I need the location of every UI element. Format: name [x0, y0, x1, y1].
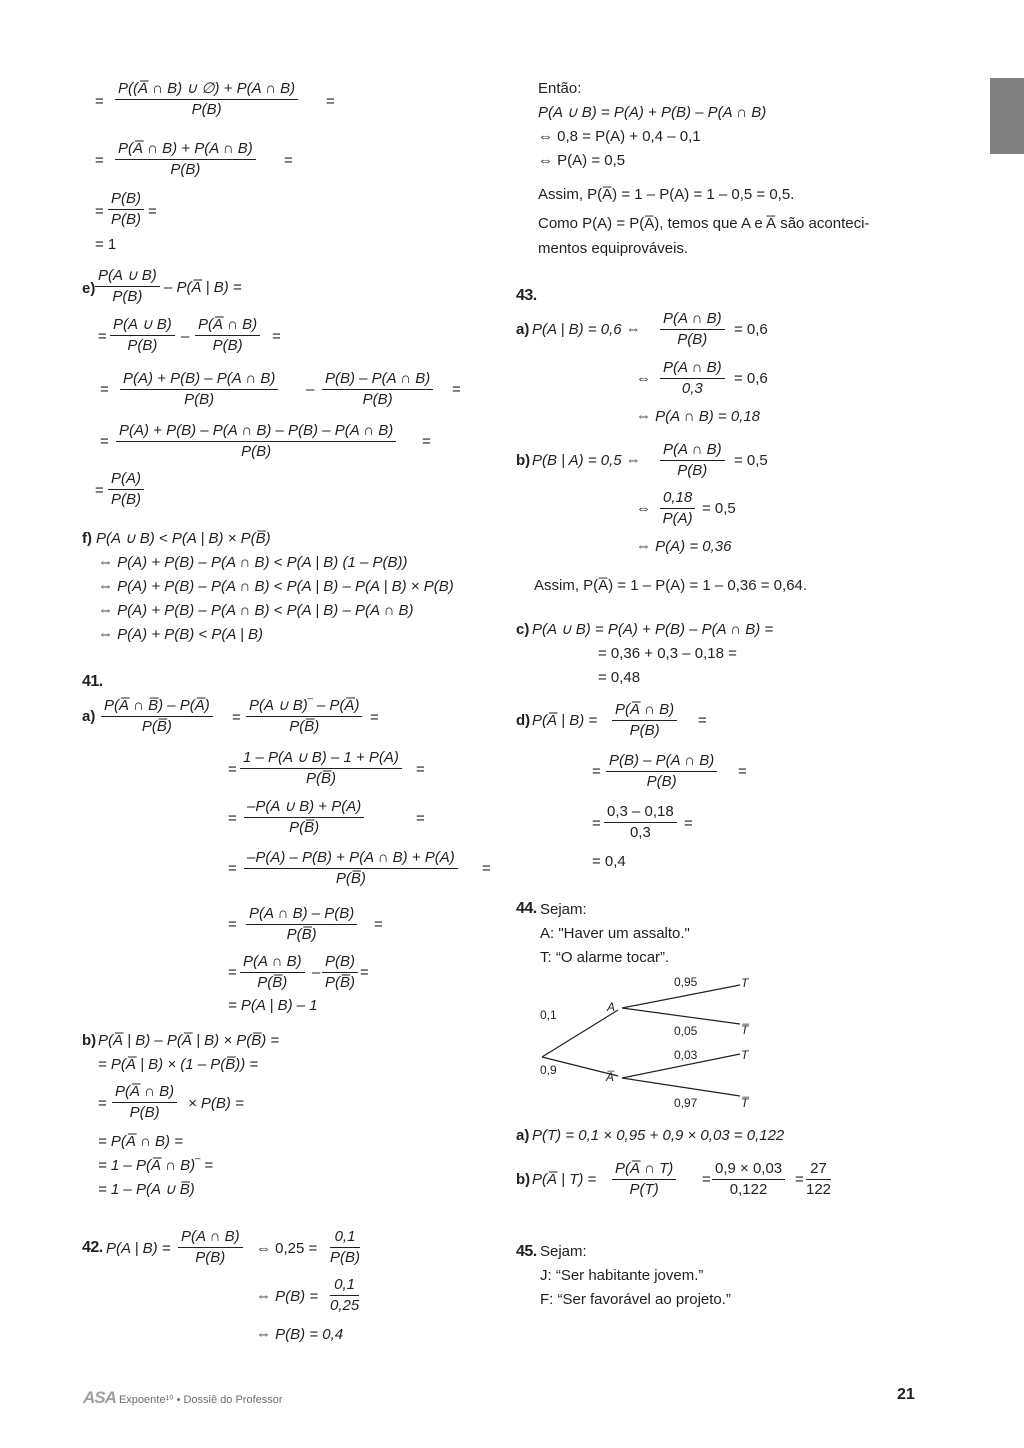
- tree-branch: [622, 1078, 740, 1096]
- eq-sign: =: [100, 433, 109, 450]
- probability-tree: [530, 970, 770, 1115]
- eq-sign: =: [795, 1171, 804, 1188]
- formula: = P(A̅ ∩ B) =: [98, 1133, 183, 1150]
- eq-sign: =: [738, 763, 747, 780]
- fraction: P(B) P(B̅): [322, 953, 358, 992]
- eq-sign: =: [416, 810, 425, 827]
- eq-sign: =: [98, 328, 107, 345]
- eq-sign: =: [148, 203, 157, 220]
- formula: P(A | B) = 0,6 ⇔: [532, 321, 641, 338]
- fraction: P(A̅ ∩ T) P(T): [612, 1160, 676, 1199]
- fraction: P(A ∪ B)‾ – P(A̅) P(B̅): [246, 697, 362, 736]
- eq-sign: =: [95, 482, 104, 499]
- formula: ⇔ P(A) = 0,5: [538, 152, 626, 169]
- paragraph: Sejam:: [540, 1243, 587, 1260]
- fraction: P(A ∩ B) P(B): [178, 1228, 243, 1267]
- branch-probability: 0,95: [674, 975, 698, 989]
- fraction: P(A ∩ B) P(B): [660, 310, 725, 349]
- fraction: 1 – P(A ∪ B) – 1 + P(A) P(B̅): [240, 749, 402, 788]
- fraction: P(A̅ ∩ B̅) – P(A̅) P(B̅): [101, 697, 213, 736]
- eq-sign: =: [100, 381, 109, 398]
- formula: ⇔ P(A) + P(B) – P(A ∩ B) < P(A | B) – P(A ∩ B): [98, 602, 414, 619]
- fraction: P(A̅ ∩ B) P(B): [612, 701, 677, 740]
- formula: ⇔ P(A) + P(B) – P(A ∩ B) < P(A | B) – P(A | B) × P(B): [98, 578, 454, 595]
- formula: P(B | A) = 0,5 ⇔: [532, 452, 641, 469]
- item-label-c: c): [516, 621, 530, 638]
- paragraph: Assim, P(A̅) = 1 – P(A) = 1 – 0,36 = 0,64.: [534, 577, 808, 594]
- node-label: A: [607, 1000, 616, 1014]
- formula: ⇔ 0,8 = P(A) + 0,4 – 0,1: [538, 128, 701, 145]
- branch-probability: 0,05: [674, 1024, 698, 1038]
- eq-sign: =: [360, 964, 369, 981]
- formula: P(A̅ | B) – P(A̅ | B) × P(B̅) =: [98, 1032, 280, 1049]
- fraction: P(A̅ ∩ B) + P(A ∩ B) P(B): [115, 140, 256, 179]
- minus-sign: –: [181, 328, 190, 345]
- eq-sign: =: [698, 712, 707, 729]
- formula: ⇔ P(A) = 0,36: [636, 538, 732, 555]
- fraction: –P(A) – P(B) + P(A ∩ B) + P(A) P(B̅): [244, 849, 458, 888]
- publisher-logo: ASA: [83, 1388, 116, 1407]
- result-line: = 1: [95, 236, 117, 253]
- eq-sign: =: [422, 433, 431, 450]
- node-label: A̅: [606, 1070, 615, 1084]
- formula: = 0,36 + 0,3 – 0,18 =: [598, 645, 737, 662]
- item-label-b: b): [516, 452, 531, 469]
- leaf-label: T: [741, 976, 749, 990]
- equiv-sign: ⇔: [636, 500, 651, 517]
- fraction: 0,1 P(B): [330, 1228, 360, 1266]
- formula: = 0,48: [598, 669, 641, 686]
- fraction: P(B) – P(A ∩ B) P(B): [322, 370, 433, 409]
- eq-sign: =: [228, 964, 237, 981]
- result-line: = 0,4: [592, 853, 626, 870]
- paragraph: Então:: [538, 80, 582, 97]
- formula: = 0,5: [734, 452, 768, 469]
- equiv-sign: ⇔: [636, 370, 651, 387]
- eq-sign: =: [95, 152, 104, 169]
- event-definition: F: “Ser favorável ao projeto.”: [540, 1291, 731, 1308]
- fraction: P(A ∪ B) P(B): [110, 316, 175, 355]
- eq-sign: =: [228, 916, 237, 933]
- paragraph: Sejam:: [540, 901, 587, 918]
- item-label-a: a): [516, 1127, 530, 1144]
- fraction: P(B) – P(A ∩ B) P(B): [606, 752, 717, 791]
- eq-sign: =: [684, 815, 693, 832]
- eq-sign: =: [232, 709, 241, 726]
- formula: P(A | B) =: [106, 1240, 171, 1257]
- eq-sign: =: [452, 381, 461, 398]
- eq-sign: =: [228, 860, 237, 877]
- fraction: P(A) + P(B) – P(A ∩ B) P(B): [120, 370, 278, 409]
- formula: – P(A̅ | B) =: [164, 279, 242, 296]
- page-number: 21: [897, 1386, 915, 1403]
- formula: = P(A̅ | B) × (1 – P(B̅)) =: [98, 1056, 259, 1073]
- fraction: 0,9 × 0,03 0,122: [712, 1160, 785, 1199]
- leaf-label: T̅: [741, 1096, 749, 1110]
- branch-probability: 0,03: [674, 1048, 698, 1062]
- event-definition: A: "Haver um assalto.": [540, 925, 690, 942]
- minus-sign: –: [306, 381, 315, 398]
- item-label-b: b): [516, 1171, 531, 1188]
- fraction: 27 122: [806, 1160, 832, 1198]
- fraction: –P(A ∪ B) + P(A) P(B̅): [244, 798, 364, 837]
- eq-sign: =: [482, 860, 491, 877]
- eq-sign: =: [326, 93, 335, 110]
- formula: P(A ∪ B) = P(A) + P(B) – P(A ∩ B): [538, 104, 767, 121]
- question-number: 41.: [82, 673, 103, 690]
- fraction: P(A ∩ B) P(B): [660, 441, 725, 480]
- paragraph: mentos equiprováveis.: [538, 240, 689, 257]
- formula: = 1 – P(A̅ ∩ B)‾ =: [98, 1157, 213, 1174]
- item-label-a: a): [516, 321, 530, 338]
- event-definition: J: “Ser habitante jovem.”: [540, 1267, 704, 1284]
- formula: = 0,5: [702, 500, 736, 517]
- fraction: 0,1 0,25: [330, 1276, 360, 1314]
- fraction: P(A̅ ∩ B) P(B): [112, 1083, 177, 1122]
- fraction: P(A) P(B): [108, 470, 144, 509]
- book-title: Expoente¹⁰ • Dossiê do Professor: [118, 1394, 283, 1406]
- fraction: 0,18 P(A): [660, 489, 695, 528]
- fraction: P((A̅ ∩ B) ∪ ∅) + P(A ∩ B) P(B): [115, 80, 298, 119]
- formula: P(T) = 0,1 × 0,95 + 0,9 × 0,03 = 0,122: [532, 1127, 785, 1144]
- fraction: P(A ∩ B) P(B̅): [240, 953, 305, 992]
- minus-sign: –: [312, 964, 321, 981]
- branch-probability: 0,1: [540, 1008, 557, 1022]
- formula: ⇔ 0,25 =: [256, 1240, 318, 1257]
- fraction: P(A ∪ B) P(B): [95, 267, 160, 306]
- event-definition: T: “O alarme tocar”.: [540, 949, 670, 966]
- eq-sign: =: [95, 203, 104, 220]
- eq-sign: =: [592, 763, 601, 780]
- formula: ⇔ P(A ∩ B) = 0,18: [636, 408, 761, 425]
- question-number: 42.: [82, 1239, 103, 1256]
- eq-sign: =: [272, 328, 281, 345]
- formula: ⇔ P(A) + P(B) – P(A ∩ B) < P(A | B) (1 – P(B)): [98, 554, 408, 571]
- eq-sign: =: [370, 709, 379, 726]
- item-label-f: f): [82, 530, 92, 547]
- paragraph: Como P(A) = P(A̅), temos que A e A̅ são aconteci-: [538, 215, 870, 232]
- eq-sign: =: [416, 761, 425, 778]
- item-label-d: d): [516, 712, 531, 729]
- eq-sign: =: [374, 916, 383, 933]
- branch-probability: 0,97: [674, 1096, 698, 1110]
- item-label-a: a): [82, 708, 96, 725]
- eq-sign: =: [702, 1171, 711, 1188]
- eq-sign: =: [98, 1095, 107, 1112]
- question-number: 43.: [516, 287, 537, 304]
- formula: P(A̅ | T) =: [532, 1171, 597, 1188]
- formula: P(A ∪ B) = P(A) + P(B) – P(A ∩ B) =: [532, 621, 774, 638]
- question-number: 45.: [516, 1243, 537, 1260]
- fraction: P(A̅ ∩ B) P(B): [195, 316, 260, 355]
- branch-probability: 0,9: [540, 1063, 557, 1077]
- fraction: P(A) + P(B) – P(A ∩ B) – P(B) – P(A ∩ B) P(B): [116, 422, 396, 461]
- eq-sign: =: [228, 761, 237, 778]
- fraction: P(A ∩ B) – P(B) P(B̅): [246, 905, 357, 944]
- item-label-e: e): [82, 280, 96, 297]
- formula: = 0,6: [734, 370, 768, 387]
- formula: ⇔ P(A) + P(B) < P(A | B): [98, 626, 264, 643]
- eq-sign: =: [284, 152, 293, 169]
- item-label-b: b): [82, 1032, 97, 1049]
- fraction: P(B) P(B): [108, 190, 144, 229]
- result-line: = P(A | B) – 1: [228, 997, 318, 1014]
- question-number: 44.: [516, 900, 537, 917]
- leaf-label: T̅: [741, 1023, 749, 1037]
- formula: = 0,6: [734, 321, 768, 338]
- paragraph: Assim, P(A̅) = 1 – P(A) = 1 – 0,5 = 0,5.: [538, 186, 795, 203]
- fraction: P(A ∩ B) 0,3: [660, 359, 725, 398]
- tree-branch: [622, 1008, 740, 1024]
- formula: = 1 – P(A ∪ B̅): [98, 1181, 195, 1198]
- chapter-tab: [990, 78, 1024, 154]
- leaf-label: T: [741, 1048, 749, 1062]
- eq-sign: =: [592, 815, 601, 832]
- formula: ⇔ P(B) =: [256, 1288, 319, 1305]
- footer-brand: [83, 1388, 283, 1408]
- formula: P(A ∪ B) < P(A | B) × P(B̅): [96, 530, 271, 547]
- formula: ⇔ P(B) = 0,4: [256, 1326, 344, 1343]
- formula: P(A̅ | B) =: [532, 712, 598, 729]
- formula: × P(B) =: [188, 1095, 244, 1112]
- eq-sign: =: [95, 93, 104, 110]
- fraction: 0,3 – 0,18 0,3: [604, 803, 677, 842]
- eq-sign: =: [228, 810, 237, 827]
